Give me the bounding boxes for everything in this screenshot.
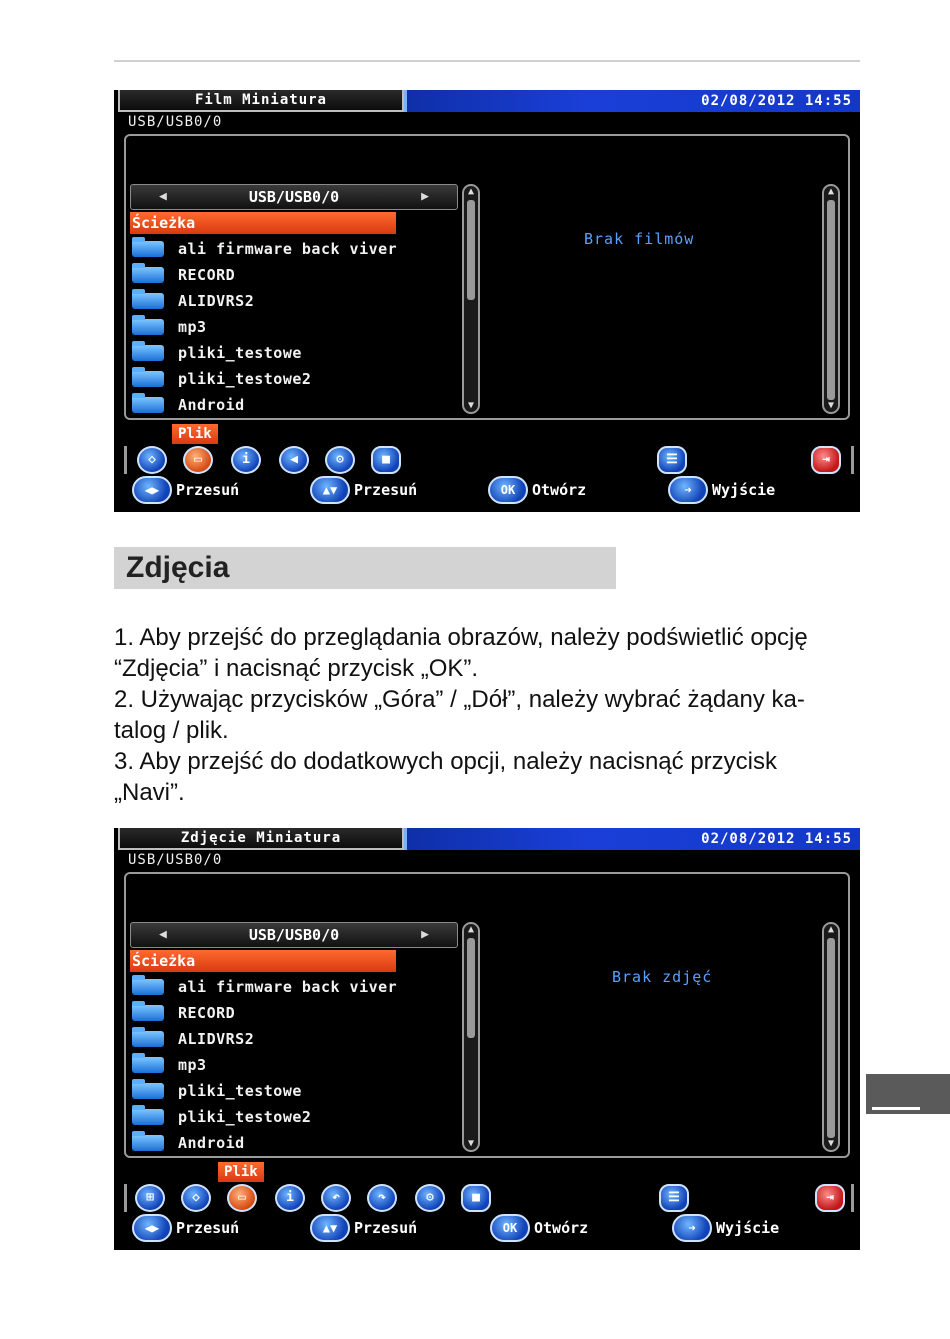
preview-scrollbar[interactable]: ▲ ▼ — [822, 184, 840, 414]
stop-icon[interactable]: ■ — [371, 446, 401, 474]
list-item-label: Android — [178, 396, 245, 414]
list-item[interactable] — [132, 340, 462, 366]
list-item-label: RECORD — [178, 266, 236, 284]
legend-move-left-right: ◀▶ Przesuń — [132, 1214, 239, 1242]
legend-open: OK Otwórz — [488, 476, 586, 504]
instruction-line: „Navi”. — [114, 779, 185, 806]
instruction-line: talog / plik. — [114, 717, 229, 744]
list-item-label: ALIDVRS2 — [178, 292, 255, 310]
ok-icon: OK — [490, 1214, 530, 1242]
list-item-label: ali firmware back viver — [178, 978, 398, 996]
list-item[interactable] — [132, 262, 462, 288]
list-item[interactable] — [132, 1052, 462, 1078]
folder-icon — [132, 1109, 164, 1125]
list-item[interactable] — [132, 366, 462, 392]
stop-icon[interactable]: ■ — [461, 1184, 491, 1212]
playlist-icon[interactable]: ☰ — [659, 1184, 689, 1212]
folder-icon — [132, 319, 164, 335]
device-label: USB/USB0/0 — [248, 188, 340, 206]
empty-message: Brak filmów — [584, 230, 695, 248]
list-item[interactable] — [132, 1026, 462, 1052]
list-item-label: RECORD — [178, 1004, 236, 1022]
folder-icon — [132, 293, 164, 309]
exit-arrow-icon: ➜ — [668, 476, 708, 504]
exit-arrow-icon: ➜ — [672, 1214, 712, 1242]
list-scrollbar[interactable]: ▲ ▼ — [462, 922, 480, 1152]
volume-icon[interactable]: ◀ — [279, 446, 309, 474]
list-item-label: pliki_testowe — [178, 1082, 302, 1100]
folder-icon — [132, 1031, 164, 1047]
list-item-label: mp3 — [178, 1056, 207, 1074]
folder-icon — [132, 979, 164, 995]
preview-scrollbar[interactable]: ▲ ▼ — [822, 922, 840, 1152]
left-right-icon: ◀▶ — [132, 1214, 172, 1242]
nav-icon[interactable]: ◇ — [137, 446, 167, 474]
folder-open-icon[interactable]: ▭ — [183, 446, 213, 474]
page-side-tab — [866, 1074, 950, 1114]
list-item[interactable] — [132, 1078, 462, 1104]
instructions — [114, 622, 860, 808]
legend-open: OK Otwórz — [490, 1214, 588, 1242]
up-down-icon: ▲▼ — [310, 476, 350, 504]
instruction-line: 1. Aby przejść do przeglądania obrazów, należy podświetlić opcję — [114, 624, 808, 651]
list-scrollbar[interactable]: ▲ ▼ — [462, 184, 480, 414]
arrow-right-icon[interactable]: ▶ — [421, 927, 429, 942]
list-item[interactable] — [132, 1130, 462, 1156]
device-label: USB/USB0/0 — [248, 926, 340, 944]
legend-move-left-right: ◀▶ Przesuń — [132, 476, 239, 504]
arrow-right-icon[interactable]: ▶ — [421, 189, 429, 204]
function-icon-row — [124, 1184, 854, 1212]
path-label[interactable]: Ścieżka — [130, 950, 396, 972]
folder-icon — [132, 1083, 164, 1099]
folder-icon — [132, 241, 164, 257]
list-item[interactable] — [132, 1000, 462, 1026]
list-item[interactable] — [132, 392, 462, 418]
list-item[interactable] — [132, 974, 462, 1000]
file-list — [132, 974, 462, 1156]
folder-icon — [132, 1057, 164, 1073]
grid-icon[interactable]: ⊞ — [135, 1184, 165, 1212]
exit-icon[interactable]: ⇥ — [815, 1184, 845, 1212]
list-item-label: pliki_testowe2 — [178, 370, 312, 388]
tab-plik[interactable]: Plik — [172, 424, 218, 444]
left-right-icon: ◀▶ — [132, 476, 172, 504]
list-item[interactable] — [132, 288, 462, 314]
rotate-right-icon[interactable]: ↷ — [367, 1184, 397, 1212]
instruction-line: “Zdjęcia” i nacisnąć przycisk „OK”. — [114, 655, 479, 682]
folder-icon — [132, 371, 164, 387]
arrow-left-icon[interactable]: ◀ — [159, 189, 167, 204]
nav-icon[interactable]: ◇ — [181, 1184, 211, 1212]
empty-message: Brak zdjęć — [612, 968, 713, 986]
key-legend — [128, 1214, 848, 1244]
instruction-line: 2. Używając przycisków „Góra” / „Dół”, należy wybrać żądany ka- — [114, 686, 805, 713]
list-item[interactable] — [132, 314, 462, 340]
instruction-line: 3. Aby przejść do dodatkowych opcji, należy nacisnąć przycisk — [114, 748, 777, 775]
function-icon-row — [124, 446, 854, 474]
rotate-left-icon[interactable]: ↶ — [321, 1184, 351, 1212]
list-item-label: ali firmware back viver — [178, 240, 398, 258]
info-icon[interactable]: i — [231, 446, 261, 474]
legend-exit: ➜ Wyjście — [668, 476, 775, 504]
window-title: Zdjęcie Miniatura — [118, 828, 404, 850]
list-item[interactable] — [132, 236, 462, 262]
playlist-icon[interactable]: ☰ — [657, 446, 687, 474]
folder-icon — [132, 397, 164, 413]
list-item[interactable] — [132, 1104, 462, 1130]
legend-exit: ➜ Wyjście — [672, 1214, 779, 1242]
datetime: 02/08/2012 14:55 — [404, 90, 860, 112]
section-title: Zdjęcia — [114, 547, 616, 589]
settings-icon[interactable]: ⚙ — [325, 446, 355, 474]
device-selector[interactable] — [130, 922, 458, 948]
screenshot-film-miniatura — [114, 90, 860, 512]
list-item-label: pliki_testowe — [178, 344, 302, 362]
legend-move-up-down: ▲▼ Przesuń — [310, 476, 417, 504]
datetime: 02/08/2012 14:55 — [404, 828, 860, 850]
list-item-label: mp3 — [178, 318, 207, 336]
device-selector[interactable] — [130, 184, 458, 210]
list-item-label: Android — [178, 1134, 245, 1152]
top-rule — [114, 60, 860, 62]
window-title: Film Miniatura — [118, 90, 404, 112]
key-legend — [128, 476, 848, 506]
up-down-icon: ▲▼ — [310, 1214, 350, 1242]
list-item-label: pliki_testowe2 — [178, 1108, 312, 1126]
path-label[interactable]: Ścieżka — [130, 212, 396, 234]
folder-open-icon[interactable]: ▭ — [227, 1184, 257, 1212]
list-item-label: ALIDVRS2 — [178, 1030, 255, 1048]
folder-icon — [132, 267, 164, 283]
folder-icon — [132, 1135, 164, 1151]
exit-icon[interactable]: ⇥ — [811, 446, 841, 474]
legend-move-up-down: ▲▼ Przesuń — [310, 1214, 417, 1242]
info-icon[interactable]: i — [275, 1184, 305, 1212]
settings-icon[interactable]: ⚙ — [415, 1184, 445, 1212]
tab-plik[interactable]: Plik — [218, 1162, 264, 1182]
file-list — [132, 236, 462, 418]
folder-icon — [132, 1005, 164, 1021]
arrow-left-icon[interactable]: ◀ — [159, 927, 167, 942]
screenshot-zdjecie-miniatura — [114, 828, 860, 1250]
current-path: USB/USB0/0 — [128, 852, 223, 868]
current-path: USB/USB0/0 — [128, 114, 223, 130]
folder-icon — [132, 345, 164, 361]
ok-icon: OK — [488, 476, 528, 504]
